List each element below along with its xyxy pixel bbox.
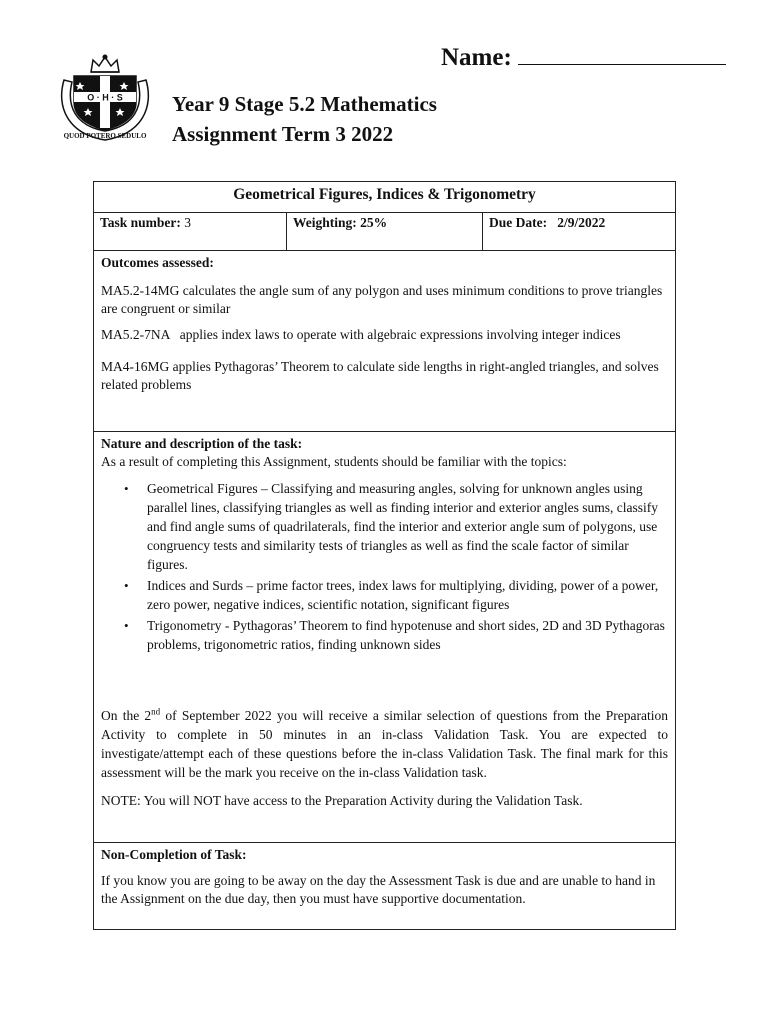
validation-paragraph <box>101 706 668 782</box>
document-subtitle: Assignment Term 3 2022 <box>172 122 394 146</box>
due-date-value: 2/9/2022 <box>557 215 606 230</box>
task-heading: Geometrical Figures, Indices & Trigonometry <box>94 182 675 213</box>
outcome-item: MA4-16MG applies Pythagoras’ Theorem to calculate side lengths in right-angled triangles, and solves related problems <box>101 359 659 392</box>
para-superscript: nd <box>151 706 161 717</box>
due-date-label: Due Date: <box>489 215 548 230</box>
nature-intro: As a result of completing this Assignment, students should be familiar with the topics: <box>101 454 567 469</box>
nature-heading: Nature and description of the task: <box>101 436 303 451</box>
outcome-item: MA5.2-7NA applies index laws to operate with algebraic expressions involving integer indices <box>101 327 621 342</box>
due-date-cell <box>483 213 675 250</box>
para-rest: of September 2022 you will receive a similar selection of questions from the Preparation Activity to complete in 50 minutes in an in-class Validation Task. You are expected to investigate/attempt each of these questions before the in-class Validation Task. The final mark for this assessment will be the mark you receive on the in-class Validation task. <box>101 708 668 780</box>
non-completion-section <box>94 843 675 908</box>
topics-list <box>101 479 668 654</box>
outcomes-section <box>94 251 675 432</box>
weighting-cell: Weighting: 25% <box>287 213 483 250</box>
name-label: Name: <box>441 44 512 71</box>
crest-motto: QUOD POTERO SEDULO <box>63 132 147 140</box>
list-item: • Geometrical Figures – Classifying and measuring angles, solving for unknown angles using parallel lines, classifying triangles as well as finding interior and exterior angles sums, classify and find angle sums of quadrilaterals, find the interior and exterior angle sum of polygons, use congruency tests and similarity tests of triangles as well as find the scale factor of similar figures. <box>147 479 668 574</box>
name-field <box>441 44 726 72</box>
outcome-item: MA5.2-14MG calculates the angle sum of any polygon and uses minimum conditions to prove triangles are congruent or similar <box>101 283 663 316</box>
list-item: • Indices and Surds – prime factor trees, index laws for multiplying, dividing, power of a power, zero power, negative indices, scientific notation, significant figures <box>147 576 668 614</box>
task-number-value: 3 <box>184 215 192 230</box>
school-crest-logo <box>50 52 160 144</box>
name-blank-line <box>518 46 726 65</box>
note-text: NOTE: You will NOT have access to the Preparation Activity during the Validation Task. <box>101 793 583 808</box>
outcomes-heading: Outcomes assessed: <box>101 255 214 270</box>
task-number-label: Task number: <box>100 215 181 230</box>
assessment-table <box>93 181 676 930</box>
crest-letters: O · H · S <box>87 92 123 103</box>
non-completion-heading: Non-Completion of Task: <box>101 847 247 862</box>
document-title: Year 9 Stage 5.2 Mathematics <box>172 92 437 116</box>
task-number-cell <box>94 213 287 250</box>
task-details-row <box>94 213 675 251</box>
list-item: • Trigonometry - Pythagoras’ Theorem to find hypotenuse and short sides, 2D and 3D Pythagoras problems, trigonometric ratios, finding unknown sides <box>147 616 668 654</box>
para-start: On the 2 <box>101 708 152 723</box>
nature-section <box>94 432 675 843</box>
non-completion-text: If you know you are going to be away on the day the Assessment Task is due and are unable to hand in the Assignment on the due day, then you must have supportive documentation. <box>101 873 656 906</box>
